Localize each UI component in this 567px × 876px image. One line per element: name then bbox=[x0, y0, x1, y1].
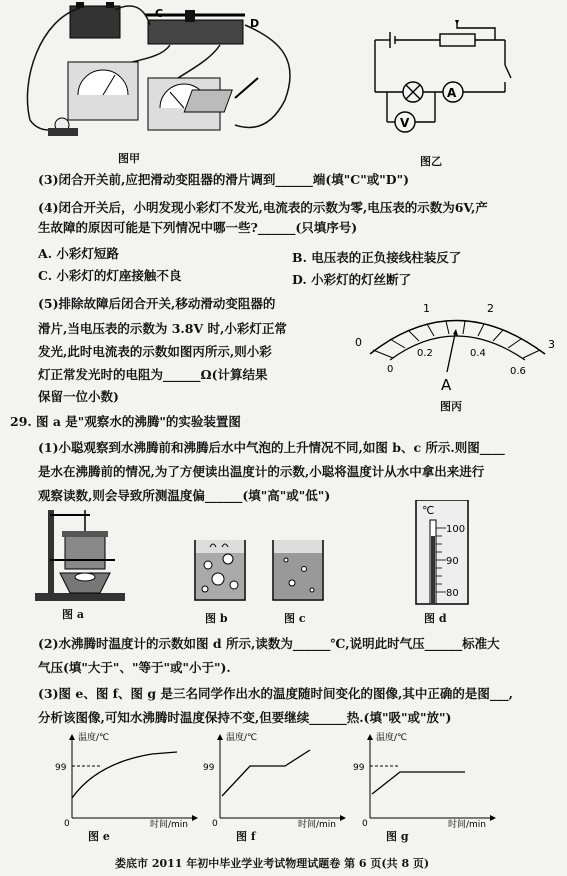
figure-bing-caption: 图丙 bbox=[440, 400, 462, 413]
dial-bottom-0: 0 bbox=[387, 364, 394, 375]
dial-bottom-02: 0.2 bbox=[417, 348, 433, 359]
dial-bottom-06: 0.6 bbox=[510, 366, 526, 377]
figure-b-caption: 图 b bbox=[205, 612, 228, 625]
figure-c-beaker bbox=[268, 535, 328, 605]
graph-g bbox=[350, 728, 500, 828]
q29-part2-line2: 气压(填"大于"、"等于"或"小于"). bbox=[38, 660, 231, 675]
q28-part5-line2: 滑片,当电压表的示数为 3.8V 时,小彩灯正常 bbox=[38, 321, 287, 336]
label-a: A bbox=[447, 86, 457, 100]
graph-g-99: 99 bbox=[353, 763, 365, 773]
graph-f-origin: 0 bbox=[212, 819, 218, 828]
graph-f-caption: 图 f bbox=[236, 830, 256, 843]
graph-g-xlabel: 时间/min bbox=[448, 820, 487, 828]
label-c: C bbox=[155, 7, 164, 20]
graph-e-caption: 图 e bbox=[88, 830, 110, 843]
label-d: D bbox=[250, 17, 260, 30]
q29-part3-line1: (3)图 e、图 f、图 g 是三名同学作出水的温度随时间变化的图像,其中正确的是图___, bbox=[38, 686, 513, 701]
q29-part1-line2: 是水在沸腾前的情况,为了方便读出温度计的示数,小聪将温度计从水中拿出来进行 bbox=[38, 464, 485, 479]
q28-option-b: B. 电压表的正负接线柱装反了 bbox=[292, 250, 462, 265]
figure-jia-caption: 图甲 bbox=[118, 152, 140, 165]
graph-e-xlabel: 时间/min bbox=[150, 820, 189, 828]
dial-top-0: 0 bbox=[355, 336, 362, 349]
graph-g-origin: 0 bbox=[362, 819, 368, 828]
figure-yi-caption: 图乙 bbox=[420, 155, 442, 168]
figure-c-caption: 图 c bbox=[284, 612, 306, 625]
q28-part4-line1: (4)闭合开关后，小明发现小彩灯不发光,电流表的示数为零,电压表的示数为6V,产 bbox=[38, 200, 488, 215]
graph-e-origin: 0 bbox=[64, 819, 70, 828]
figure-d-thermometer bbox=[412, 500, 472, 605]
figure-d-caption: 图 d bbox=[424, 612, 447, 625]
q29-part2-line1: (2)水沸腾时温度计的示数如图 d 所示,读数为______℃,说明此时气压______标准大 bbox=[38, 636, 500, 651]
q28-part5-line3: 发光,此时电流表的示数如图丙所示,则小彩 bbox=[38, 344, 272, 359]
thermo-tick-100: 100 bbox=[446, 524, 466, 535]
q28-part5-line1: (5)排除故障后闭合开关,移动滑动变阻器的 bbox=[38, 296, 276, 311]
thermo-tick-80: 80 bbox=[446, 588, 459, 599]
figure-a-apparatus bbox=[30, 505, 130, 605]
q29-number: 29. bbox=[10, 414, 32, 429]
graph-f-xlabel: 时间/min bbox=[298, 820, 337, 828]
graph-g-caption: 图 g bbox=[386, 830, 409, 843]
q28-option-d: D. 小彩灯的灯丝断了 bbox=[292, 272, 412, 287]
q28-part5-line5: 保留一位小数) bbox=[38, 389, 119, 404]
thermo-unit: ℃ bbox=[422, 504, 435, 517]
figure-yi-diagram bbox=[365, 20, 515, 150]
label-v: V bbox=[400, 116, 410, 130]
q28-part4-line2: 生故障的原因可能是下列情况中哪一些?______(只填序号) bbox=[38, 220, 358, 235]
q28-option-a: A. 小彩灯短路 bbox=[38, 246, 119, 261]
dial-top-2: 2 bbox=[487, 302, 494, 315]
graph-f-ylabel: 温度/℃ bbox=[226, 733, 258, 743]
figure-jia-circuit bbox=[20, 0, 305, 150]
graph-f-99: 99 bbox=[203, 763, 215, 773]
figure-b-beaker bbox=[190, 535, 250, 605]
graph-f bbox=[200, 728, 350, 828]
dial-bottom-04: 0.4 bbox=[470, 348, 486, 359]
graph-g-ylabel: 温度/℃ bbox=[376, 733, 408, 743]
q29-part3-line2: 分析该图像,可知水沸腾时温度保持不变,但要继续______热.(填"吸"或"放") bbox=[38, 710, 452, 725]
q29-part1-line1: (1)小聪观察到水沸腾前和沸腾后水中气泡的上升情况不同,如图 b、c 所示.则图____ bbox=[38, 440, 505, 455]
dial-unit-a: A bbox=[441, 376, 452, 394]
graph-e-ylabel: 温度/℃ bbox=[78, 733, 110, 743]
q28-part5-line4: 灯正常发光时的电阻为______Ω(计算结果 bbox=[38, 367, 268, 382]
dial-top-3: 3 bbox=[548, 338, 555, 351]
dial-top-1: 1 bbox=[423, 302, 430, 315]
graph-e bbox=[52, 728, 202, 828]
figure-bing-ammeter-dial bbox=[345, 292, 560, 407]
q28-option-c: C. 小彩灯的灯座接触不良 bbox=[38, 268, 182, 283]
figure-a-caption: 图 a bbox=[62, 608, 84, 621]
q28-part3: (3)闭合开关前,应把滑动变阻器的滑片调到______端(填"C"或"D") bbox=[38, 172, 410, 187]
q29-part1-line3: 观察读数,则会导致所测温度偏______(填"高"或"低") bbox=[38, 488, 331, 503]
q29-intro: 图 a 是"观察水的沸腾"的实验装置图 bbox=[36, 414, 241, 429]
page-footer: 娄底市 2011 年初中毕业学业考试物理试题卷 第 6 页(共 8 页) bbox=[115, 857, 430, 870]
graph-e-99: 99 bbox=[55, 763, 67, 773]
thermo-tick-90: 90 bbox=[446, 556, 459, 567]
